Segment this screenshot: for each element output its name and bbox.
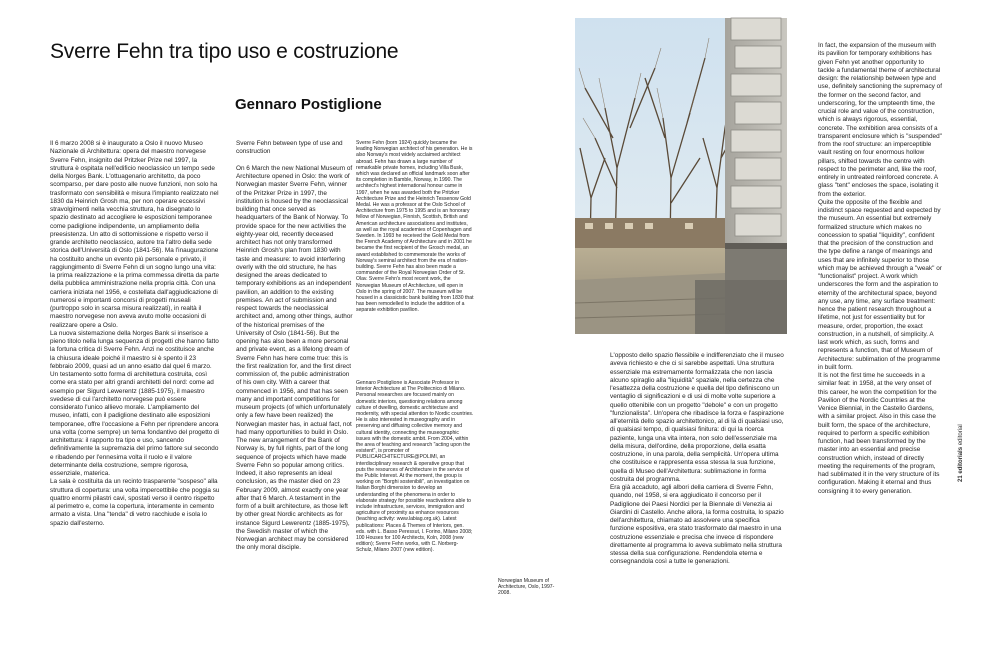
italian-text-column-1: Il 6 marzo 2008 si è inaugurato a Oslo il nuovo Museo Nazionale di Architettura: opera del maestro norvegese Sverre Fehn, insignito del Pritzker Prize nel 1997, la struttura è ospitata nell'edificio neoclassico un tempo sede della Norges Bank. L'ottuagenario architetto, da poco scomparso, per dare posto alle nuove funzioni, non solo ha trasformato con sensibilità e misura l'impianto realizzato nel 1830 da Heinrich Grosh ma, per non operare eccessivi stravolgimenti nella vecchia struttura, ha disegnato lo spazio destinato ad accogliere le esposizioni temporanee come padiglione indipendente, un ampliamento della preesistenza. Un atto di sottomissione e rispetto verso il grande architetto neoclassico, autore tra l'altro della sede storica dell'Università di Oslo (1841-56). Ma l'inaugurazione ha costituito anche un evento più personale e privato, il raggiungimento di Sverre Fehn di un sogno lungo una vita: la prima realizzazione e la prima commessa diretta da parte della pubblica amministrazione nella propria città. Con una carriera iniziata nel 1956, e costellata dall'aggiudicazione di numerosi e importanti concorsi di progetti museali (purtroppo solo in scarsa misura realizzati), in realtà il maestro norvegese non aveva avuto molte occasioni di realizzare opere a Oslo. La nuova sistemazione della Norges Bank si inserisce a pieno titolo nella lunga sequenza di progetti che hanno fatto la fortuna critica di Sverre Fehn. Anzi ne costituisce anche la chiusura ideale poiché il maestro si è spento il 23 febbraio 2009, quasi ad un anno esatto dal quel 6 marzo. Un testamento sotto forma di architettura costruita, così come era stato per altri grandi architetti del nord: come ad esempio per Sigurd Lewerentz (1885-1975), il maestro svedese di cui l'architetto norvegese può essere considerato l'unico allievo morale. L'ampliamento del museo, infatti, con il padiglione destinato alle esposizioni temporanee, offre l'occasione a Fehn per riprendere ancora una volta (come sempre) un tema fondantivo del progetto di architettura: il rapporto tra tipo e uso, sancendo definitivamente la supremazia del primo fattore sul secondo e ribadendo per l'ennesima volta il ruolo e il valore determinante della costruzione, sempre rigorosa, essenziale, materica. La sala è costituita da un recinto trasparente "sospeso" alla struttura di copertura: una volta impercettibile che poggia su quattro enormi pilastri cavi, spostati verso il centro rispetto al perimetro e, come la copertura, interamente in cemento armato a vista. Una "tenda" di vetro racchiude e isola lo spazio dall'esterno. [50, 140, 220, 527]
fehn-biography: Sverre Fehn (born 1924) quickly became the leading Norwegian architect of his generation. He is also Norway's most widely acclaimed architect abroad. Fehn has drawn a large number of remarkable private homes, including Villa Busk, which was declared an official landmark soon after its completion in Bamble, Norway, in 1990. The architect's highest international honour came in 1997, when he was awarded both the Pritzker Architecture Prize and the Heinrich Tessenow Gold Medal. He was a professor at the Oslo School of Architecture from 1975 to 1995 and is an honorary fellow of Norwegian, Finnish, Scottish, British and American architecture associations and institutes, as well as the royal academies of Copenhagen and Sweden. In 1993 he received the Gold Medal from the French Academy of Architecture and in 2001 he became the first recipient of the Grosch medal, an award established to commemorate the works of Norway's seminal architect from the era of nation-building. Sverre Fehn has also been made a commander of the Royal Norwegian Order of St. Olav. Sverre Fehn's most recent work, the Norwegian Museum of Architecture, will open in Oslo in the spring of 2007. The museum will be housed in a classicistic bank building from 1830 that has been remodelled to include the addition of a separate exhibition pavilion. [356, 140, 475, 314]
section-label: editorial [958, 424, 964, 446]
postiglione-biography: Gennaro Postiglione is Associate Professor in Interior Architecture at The Politecnico di Milano. Personal researches are focused mainly on domestic interiors, questioning relations among culture of dwelling, domestic architecture and modernity, with special attention to Nordic countries. He is also interested in museography and in preserving and diffusing collective memory and cultural identity, connecting the museographic issues with the domestic ambit. From 2004, within the area of teaching and research "acting upon the existent", is promoter of PUBLICARCHITECTURE@POLIMI, an interdisciplinary research & operative group that puts the resources of Architecture in the service of the Public Interest. At the moment, the group is working on "Borghi sostenibili", an investigation on Italian Borghi dimension to develop an understanding of the phenomena in order to elaborate strategy for possible reactivations able to include infrastructure, services, immigration and agriculture of proximity as enhance resources (teaching activity: www.labiag.org.uk). Latest publications: Places & Themes of Interiors, gen. eds. with L. Basso Peressut, I. Forino, Milano 2008; 100 Houses for 100 Architects, Koln, 2008 (new edition); Sverre Fehn works, with C. Norberg-Schulz, Milano 2007 (new edition). [356, 380, 475, 554]
section-name: editorials [958, 446, 964, 474]
english-text-column-2: In fact, the expansion of the museum with its pavilion for temporary exhibitions has given Fehn yet another opportunity to tackle a fundamental theme of architectural design: the relationship between type and use, definitely sanctioning the supremacy of the former on the second factor, and underscoring, for the umpteenth time, the crucial role and value of the construction, which is always rigorous, essential, concrete. The exhibition area consists of a transparent enclosure which is "suspended" from the roof structure: an imperceptible vault resting on four enormous hollow pillars, shifted towards the centre with respect to the perimeter and, like the roof, entirely in untreated reinforced concrete. A glass "tent" encloses the space, isolating it from the exterior. Quite the opposite of the flexible and indistinct space requested and expected by the museum. An essential but extremely formalized structure which makes no concession to spatial "liquidity", confident that the precision of the construction and the type define a range of meanings and uses that are infinitely superior to those which may be achieved through a "weak" or "functionalist" project. A work which underscores the form and the aspiration to eternity of the architectural space, beyond any use, any time, any surface treatment: hence the patient research throughout a lifetime, not just for essentiality but for measure, order, proportion, the exact construction, in a nutshell, of simplicity. A last work which, as such, forms and represents a function, that of Museum of Architecture: sublimation of the programme in built form. It is not the first time he succeeds in a similar feat: in 1958, at the very onset of this career, he won the competition for the Pavilion of the Nordic Countries at the Venice Biennial, in the Castello Gardens, with a similar project. Also in this case the built form, the space of the architecture, required to perform a specific exhibition function, had been transformed by the master into an essential and precise construction which, instead of directly meeting the requirements of the program, had sublimated it in the very structure of its configuration. Making it eternal and thus consigning it to every generation. [818, 42, 942, 495]
article-title: Sverre Fehn tra tipo uso e costruzione [50, 40, 399, 63]
italian-text-column-2: L'opposto dello spazio flessibile e indifferenziato che il museo aveva richiesto e che ci si sarebbe aspettati. Una struttura essenziale ma estremamente formalizzata che non lascia alcuno spiraglio alla "liquidità" spaziale, nella certezza che l'esattezza della costruzione e quella del tipo definiscono un ventaglio di significazioni e di usi di molte volte superiore a quello ottenibile con un progetto "debole" e con un progetto "funzionalista". Un'opera che ribadisce la forza e l'aspirazione all'eternità dello spazio architettonico, al di là di qualsiasi uso, di qualsiasi tempo, di qualsiasi finitura: di qui la ricerca paziente, lunga una vita intera, non solo dell'essenziale ma della misura, dell'ordine, della proporzione, della esatta costruzione, in una parola, della semplicità. Un'opera ultima che costituisce e rappresenta essa stessa la sua funzione, quella di Museo dell'Architettura: sublimazione in forma costruita del programma. Era già accaduto, agli albori della carriera di Sverre Fehn, quando, nel 1958, si era aggiudicato il concorso per il Padiglione dei Paesi Nordici per la Biennale di Venezia ai Giardini di Castello. Anche allora, la forma costruita, lo spazio dell'architettura, chiamato ad assolvere una specifica funzione espositiva, era stato trasformato dal maestro in una costruzione essenziale e precisa che invece di rispondere direttamente al programma lo aveva sublimato nella struttura stessa della sua configurazione. Rendendola eterna e consegnandola così a tutte le generazioni. [610, 352, 784, 566]
author-name: Gennaro Postiglione [235, 96, 382, 113]
english-text-column-1: Sverre Fehn between type of use and construction On 6 March the new National Museum of Architecture opened in Oslo: the work of Norwegian master Sverre Fehn, winner of the Pritzker Prize in 1997, the institution is housed by the neoclassical building that once served as headquarters of the Bank of Norway. To provide space for the new activities the eighty-year old, recently deceased architect has not only transformed Heinrich Grosh's plan from 1830 with taste and measure: to avoid interfering overly with the old structure, he has designed the areas dedicated to temporary exhibitions as an independent pavilion, an addition to the existing premises. An act of submission and respect towards the neoclassical architect and, among other things, author of the historical premises of the University of Oslo (1841-56). But the opening has also been a more personal and private event, as a lifelong dream of Sverre Fehn has here come true: this is the first realization for, and the first direct commission of, the public administration of his own city. With a career that commenced in 1956, and that has seen many and important competitions for museum projects (of which unfortunately only a few have been realized) the Norwegian master has, in actual fact, not had many opportunities to build in Oslo. The new arrangement of the Bank of Norway is, by full rights, part of the long sequence of projects which have made Sverre Fehn so popular among critics. Indeed, it also represents an ideal conclusion, as the master died on 23 February 2009, almost exactly one year after that 6 March. A testament in the form of a built architecture, as those left by other great Nordic architects as for instance Sigurd Lewerentz (1885-1975), the Swedish master of which the Norwegian architect may be considered the only moral disciple. [236, 140, 353, 552]
page-number: 21 [958, 475, 964, 482]
museum-photo [575, 18, 787, 334]
photo-caption: Norwegian Museum of Architecture, Oslo, 1997-2008. [498, 578, 555, 597]
page-folio [958, 262, 970, 482]
